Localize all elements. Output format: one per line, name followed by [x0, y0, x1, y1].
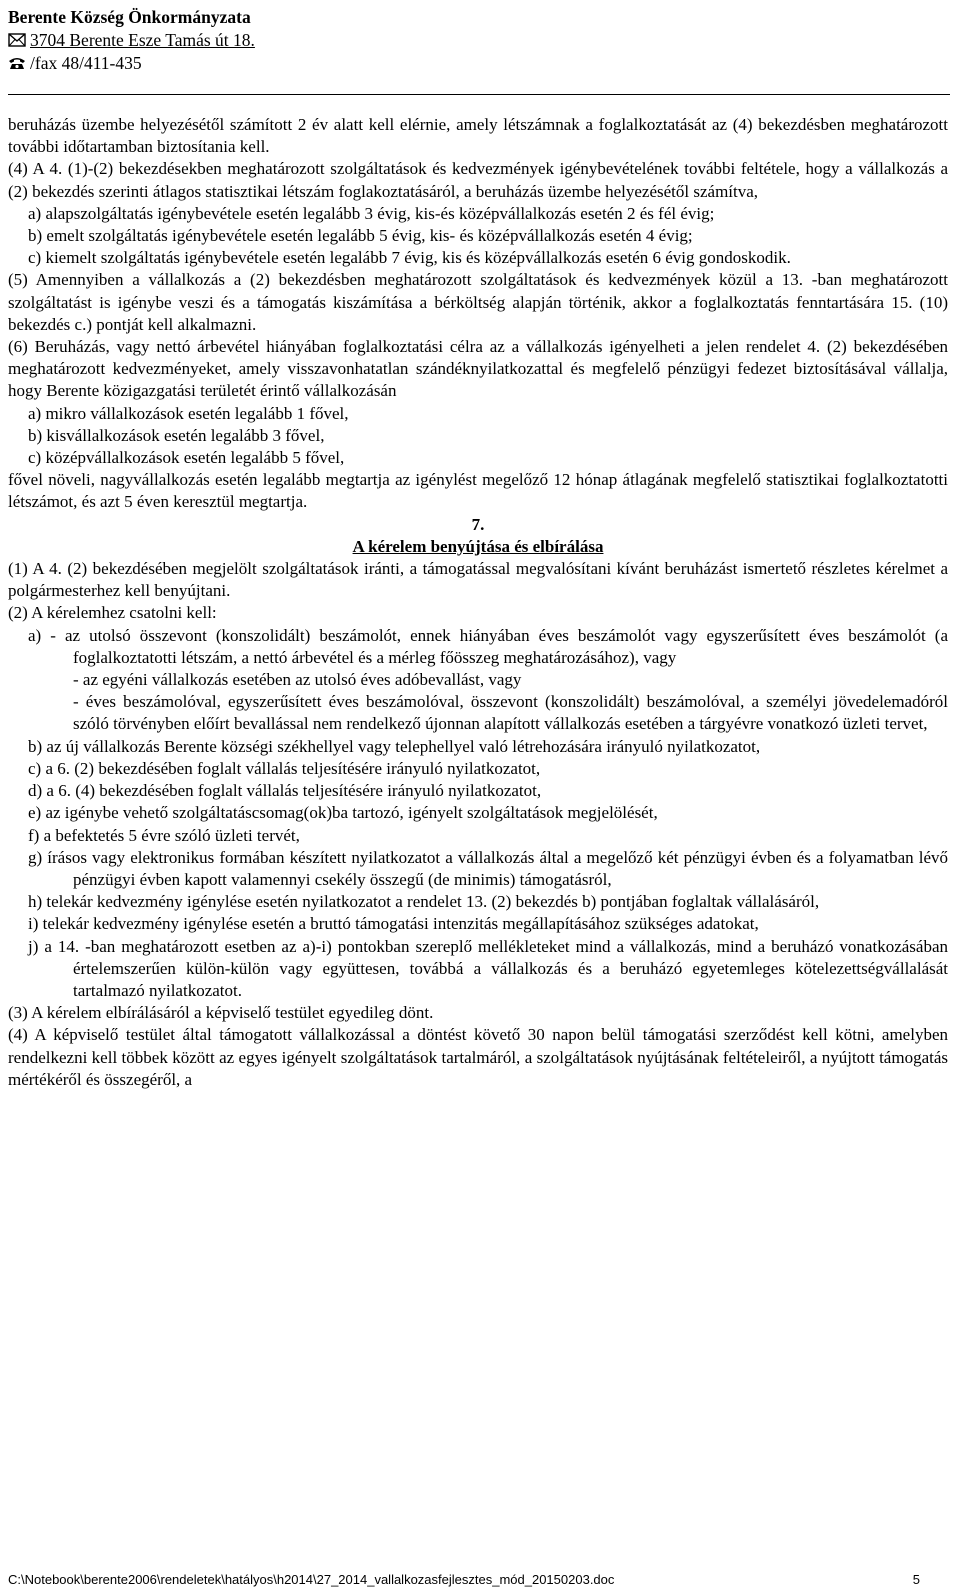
list-item: j) a 14. -ban meghatározott esetben az a)-i) pontokban szereplő mellékleteket mind a vállalkozás, mind a beruházó vonatkozásában értelemszerűen külön-külön vagy együttesen, továbbá a vállalkozás és a beruházó egyetemleges kötelezettségvállalását tartalmazó nyilatkozatot. — [28, 936, 948, 1000]
paragraph: (3) A kérelem elbírálásáról a képviselő testület egyedileg dönt. — [8, 1003, 434, 1023]
page-footer — [8, 1572, 920, 1587]
section-title: A kérelem benyújtása és elbírálása — [352, 536, 604, 556]
envelope-icon — [8, 33, 26, 47]
list-item: d) a 6. (4) bekezdésében foglalt vállalás teljesítésére irányuló nyilatkozatot, — [28, 781, 542, 801]
list-item: i) telekár kedvezmény igénylése esetén a bruttó támogatási intenzitás megállapításához szükséges adatokat, — [28, 914, 759, 934]
phone-fax-text: /fax 48/411-435 — [30, 53, 142, 73]
paragraph: fővel növeli, nagyvállalkozás esetén legalább megtartja az igénylést megelőző 12 hónap átlagának megfelelő statisztikai foglalkoztatotti létszámot, és azt 5 éven keresztül megtartja. — [8, 470, 948, 512]
paragraph: beruházás üzembe helyezésétől számított 2 év alatt kell elérnie, amely létszámnak a foglalkoztatását az (4) bekezdésben meghatározott további időtartamban biztosítania kell. — [8, 115, 948, 157]
list-item: b) kisvállalkozások esetén legalább 3 fővel, — [28, 425, 325, 445]
phone-line — [8, 52, 255, 75]
list-item: f) a befektetés 5 évre szóló üzleti tervét, — [28, 825, 300, 845]
paragraph: (5) Amennyiben a vállalkozás a (2) bekezdésben meghatározott szolgáltatások és kedvezmények közül a 13. -ban meghatározott szolgáltatást is igénybe veszi és a támogatás kiszámítása a bérköltség alapján történik, akkor a foglalkoztatás fenntartására 15. (10) bekezdés c.) pontját kell alkalmazni. — [8, 270, 948, 334]
letterhead — [8, 6, 255, 75]
list-item: e) az igénybe vehető szolgáltatáscsomag(ok)ba tartozó, igényelt szolgáltatások megjelölését, — [28, 803, 658, 823]
address-text: 3704 Berente Esze Tamás út 18. — [30, 30, 255, 50]
list-item: c) a 6. (2) bekezdésében foglalt vállalás teljesítésére irányuló nyilatkozatot, — [28, 758, 541, 778]
file-path: C:\Notebook\berente2006\rendeletek\hatályos\h2014\27_2014_vallalkozasfejlesztes_mód_20150203.doc — [8, 1572, 615, 1587]
paragraph: (6) Beruházás, vagy nettó árbevétel hiányában foglalkoztatási célra az a vállalkozás igényelheti a jelen rendelet 4. (2) bekezdésében meghatározott kedvezményeket, amely visszavonhatatlan szándéknyilatkozattal és megfelelő pénzügyi fedezet biztosításával vállalja, hogy Berente közigazgatási területét érintő vállalkozásán — [8, 337, 948, 401]
paragraph: (2) A kérelemhez csatolni kell: — [8, 603, 217, 623]
list-item: c) középvállalkozások esetén legalább 5 fővel, — [28, 448, 345, 468]
paragraph: (4) A képviselő testület által támogatott vállalkozással a döntést követő 30 napon belül támogatási szerződést kell kötni, amelyben rendelkezni kell többek között az egyes igényelt szolgáltatások tartalmáról, a szolgáltatások nyújtásának feltételeiről, a nyújtott támogatás mértékéről és összegéről, a — [8, 1025, 948, 1089]
list-item: - az egyéni vállalkozás esetében az utolsó éves adóbevallást, vagy — [73, 670, 522, 690]
document-body — [8, 114, 948, 1091]
paragraph: (1) A 4. (2) bekezdésében megjelölt szolgáltatások iránti, a támogatással megvalósítani kívánt beruházást ismertető részletes kérelmet a polgármesterhez kell benyújtani. — [8, 559, 948, 601]
list-item: b) az új vállalkozás Berente községi székhellyel vagy telephellyel való létrehozására irányuló nyilatkozatot, — [28, 736, 761, 756]
list-item: a) alapszolgáltatás igénybevétele esetén legalább 3 évig, kis-és középvállalkozás esetén 2 és fél évig; — [28, 203, 715, 223]
list-item: a) - az utolsó összevont (konszolidált) beszámolót, ennek hiányában éves beszámolót vagy egyszerűsített éves beszámolót (a foglalkoztatotti létszám, a nettó árbevétel és a mérleg főösszeg meghatározásához), vagy — [28, 625, 948, 667]
list-item: c) kiemelt szolgáltatás igénybevétele esetén legalább 7 évig, kis és középvállalkozás esetén 6 évig gondoskodik. — [28, 248, 791, 268]
paragraph: (4) A 4. (1)-(2) bekezdésekben meghatározott szolgáltatások és kedvezmények igénybevételének további feltétele, hogy a vállalkozás a (2) bekezdés szerinti átlagos statisztikai létszám foglakoztatásáról, a beruházás üzembe helyezésétől számítva, — [8, 159, 948, 201]
list-item: b) emelt szolgáltatás igénybevétele esetén legalább 5 évig, kis- és középvállalkozás esetén 4 évig; — [28, 226, 693, 246]
page-number: 5 — [912, 1572, 920, 1587]
address-line — [8, 29, 255, 52]
list-item: - éves beszámolóval, egyszerűsített éves beszámolóval, összevont (konszolidált) beszámolóval, a személyi jövedelemadóról szóló törvényben előírt bevallással nem rendelkező újonnan alapított vállalkozás esetében a tárgyévre vonatkozó üzleti tervet, — [73, 692, 948, 734]
header-divider — [8, 94, 950, 95]
organization-name: Berente Község Önkormányzata — [8, 7, 251, 27]
telephone-icon — [8, 56, 26, 70]
list-item: g) írásos vagy elektronikus formában készített nyilatkozatot a vállalkozás által a megelőző két pénzügyi évben és a folyamatban lévő pénzügyi évben kapott valamennyi csekély összegű (de minimis) támogatásról, — [28, 847, 948, 889]
section-number: 7. — [471, 514, 485, 534]
list-item: h) telekár kedvezmény igénylése esetén nyilatkozatot a rendelet 13. (2) bekezdés b) pontjában foglaltak vállalásáról, — [28, 892, 820, 912]
list-item: a) mikro vállalkozások esetén legalább 1 fővel, — [28, 403, 349, 423]
